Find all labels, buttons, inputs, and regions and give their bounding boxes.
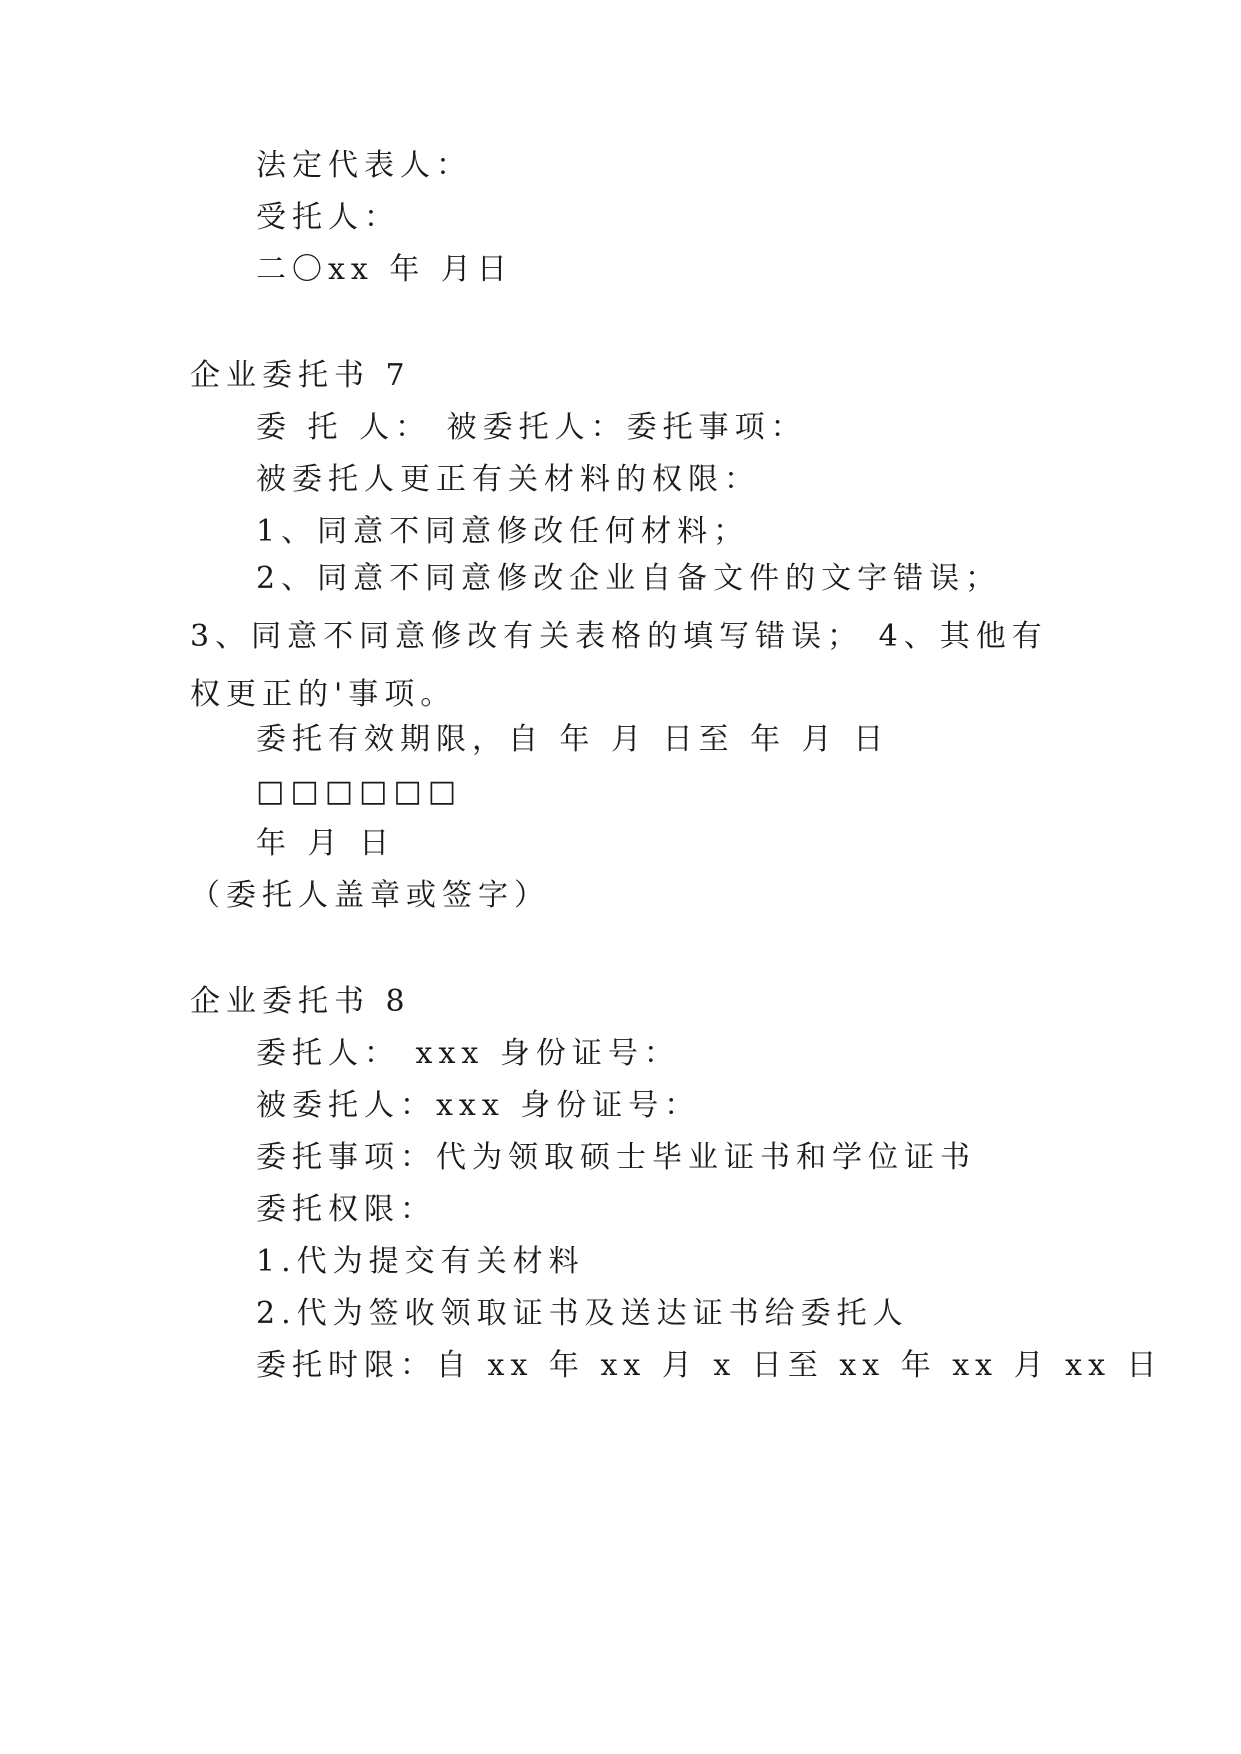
- date-line: 二〇xx 年 月日: [256, 252, 513, 287]
- legal-representative-line: 法定代表人：: [256, 148, 472, 183]
- entrusted-matter: 委托事项：代为领取硕士毕业证书和学位证书: [256, 1140, 976, 1175]
- powers-label: 委托权限：: [256, 1192, 436, 1227]
- validity-period: 委托有效期限，自 年 月 日至 年 月 日: [256, 722, 890, 757]
- section-7-heading: 企业委托书 7: [190, 358, 411, 393]
- power-item-1: 1.代为提交有关材料: [256, 1244, 585, 1279]
- authority-items-2-4: 2、同意不同意修改企业自备文件的文字错误； 3、同意不同意修改有关表格的填写错误； 4、其他有权更正的'事项。: [190, 561, 1048, 712]
- trustee-line: 受托人：: [256, 200, 400, 235]
- signature-date: 年 月 日: [256, 826, 396, 861]
- authority-item-1: 1、同意不同意修改任何材料；: [256, 514, 750, 549]
- authority-intro: 被委托人更正有关材料的权限：: [256, 462, 760, 497]
- parties-line: 委 托 人： 被委托人：委托事项：: [256, 410, 807, 445]
- entrustment-term: 委托时限：自 xx 年 xx 月 x 日至 xx 年 xx 月 xx 日: [256, 1348, 1163, 1383]
- seal-note: （委托人盖章或签字）: [190, 878, 550, 913]
- section-8-heading: 企业委托书 8: [190, 984, 411, 1019]
- power-item-2: 2.代为签收领取证书及送达证书给委托人: [256, 1296, 909, 1331]
- agent-line: 被委托人：xxx 身份证号：: [256, 1088, 701, 1123]
- placeholder-boxes: □□□□□□: [256, 774, 463, 809]
- principal-line: 委托人： xxx 身份证号：: [256, 1036, 680, 1071]
